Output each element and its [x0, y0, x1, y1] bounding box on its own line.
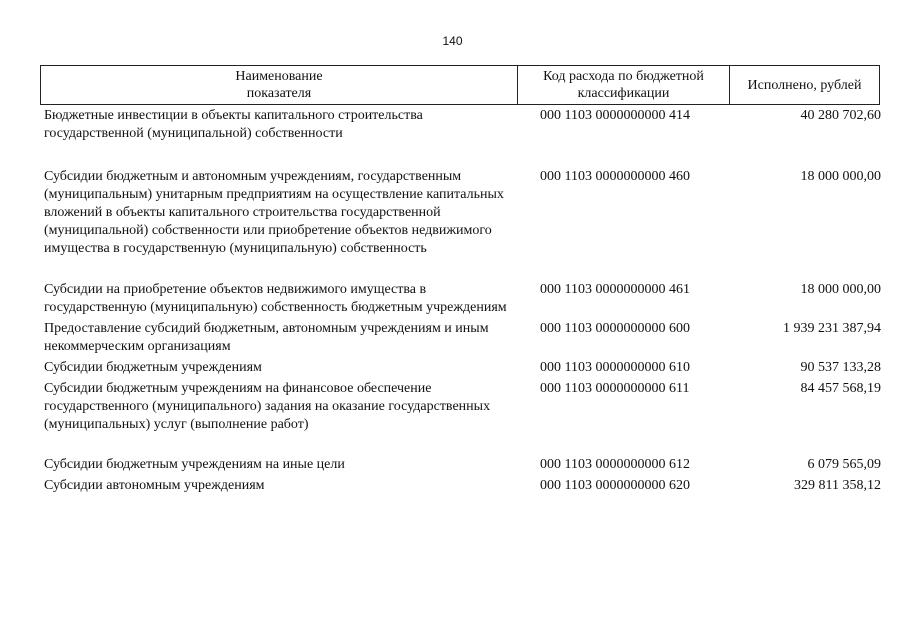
row-code: 000 1103 0000000000 612: [540, 457, 690, 472]
row-amount: 1 939 231 387,94: [783, 321, 881, 336]
row-amount: 90 537 133,28: [800, 360, 881, 375]
row-code: 000 1103 0000000000 620: [540, 478, 690, 493]
table-row: [44, 380, 884, 434]
row-amount: 329 811 358,12: [794, 478, 881, 493]
header-amount-column: [730, 66, 879, 104]
header-name-line-1: Наименование: [235, 69, 323, 84]
header-code-line-2: классификации: [577, 86, 670, 101]
row-code: 000 1103 0000000000 600: [540, 321, 690, 336]
row-code: 000 1103 0000000000 414: [540, 108, 690, 123]
table-row: [44, 168, 884, 258]
header-code-line-1: Код расхода по бюджетной: [543, 69, 704, 84]
row-name: Субсидии на приобретение объектов недвижимого имущества в государственную (муниципальную) собственность бюджетным учреждениям: [44, 282, 507, 315]
row-name: Субсидии бюджетным учреждениям: [44, 360, 262, 375]
table-row: [44, 281, 884, 317]
row-amount: 6 079 565,09: [807, 457, 881, 472]
row-name: Субсидии бюджетным учреждениям на иные цели: [44, 457, 345, 472]
header-amount-label: Исполнено, рублей: [747, 77, 862, 93]
header-name-column: [41, 66, 518, 104]
table-row: [44, 456, 884, 474]
table-header: [40, 65, 880, 105]
row-code: 000 1103 0000000000 460: [540, 169, 690, 184]
row-name: Субсидии бюджетным учреждениям на финансовое обеспечение государственного (муниципального) задания на оказание государственных (муниципальных) услуг (выполнение работ): [44, 381, 491, 432]
row-amount: 18 000 000,00: [800, 282, 881, 297]
row-name: Бюджетные инвестиции в объекты капитального строительства государственной (муниципальной) собственности: [44, 108, 423, 141]
table-body: [44, 107, 884, 495]
table-row: [44, 359, 884, 377]
row-code: 000 1103 0000000000 611: [540, 381, 690, 396]
table-row: [44, 320, 884, 356]
table-row: [44, 107, 884, 143]
row-code: 000 1103 0000000000 461: [540, 282, 690, 297]
row-name: Субсидии бюджетным и автономным учреждениям, государственным (муниципальным) унитарным предприятиям на осуществление капитальных вложений в объекты капитального строительства государственной (муниципальной) собственности или приобретение объектов недвижимого имущества в государственную (муниципальную) собственность: [44, 169, 504, 256]
row-amount: 40 280 702,60: [800, 108, 881, 123]
row-amount: 84 457 568,19: [800, 381, 881, 396]
row-name: Субсидии автономным учреждениям: [44, 478, 265, 493]
row-amount: 18 000 000,00: [800, 169, 881, 184]
page-number: 140: [442, 34, 463, 48]
table-row: [44, 477, 884, 495]
row-name: Предоставление субсидий бюджетным, автономным учреждениям и иным некоммерческим организациям: [44, 321, 489, 354]
header-code-column: [518, 66, 730, 104]
header-name-line-2: показателя: [246, 86, 312, 101]
row-code: 000 1103 0000000000 610: [540, 360, 690, 375]
